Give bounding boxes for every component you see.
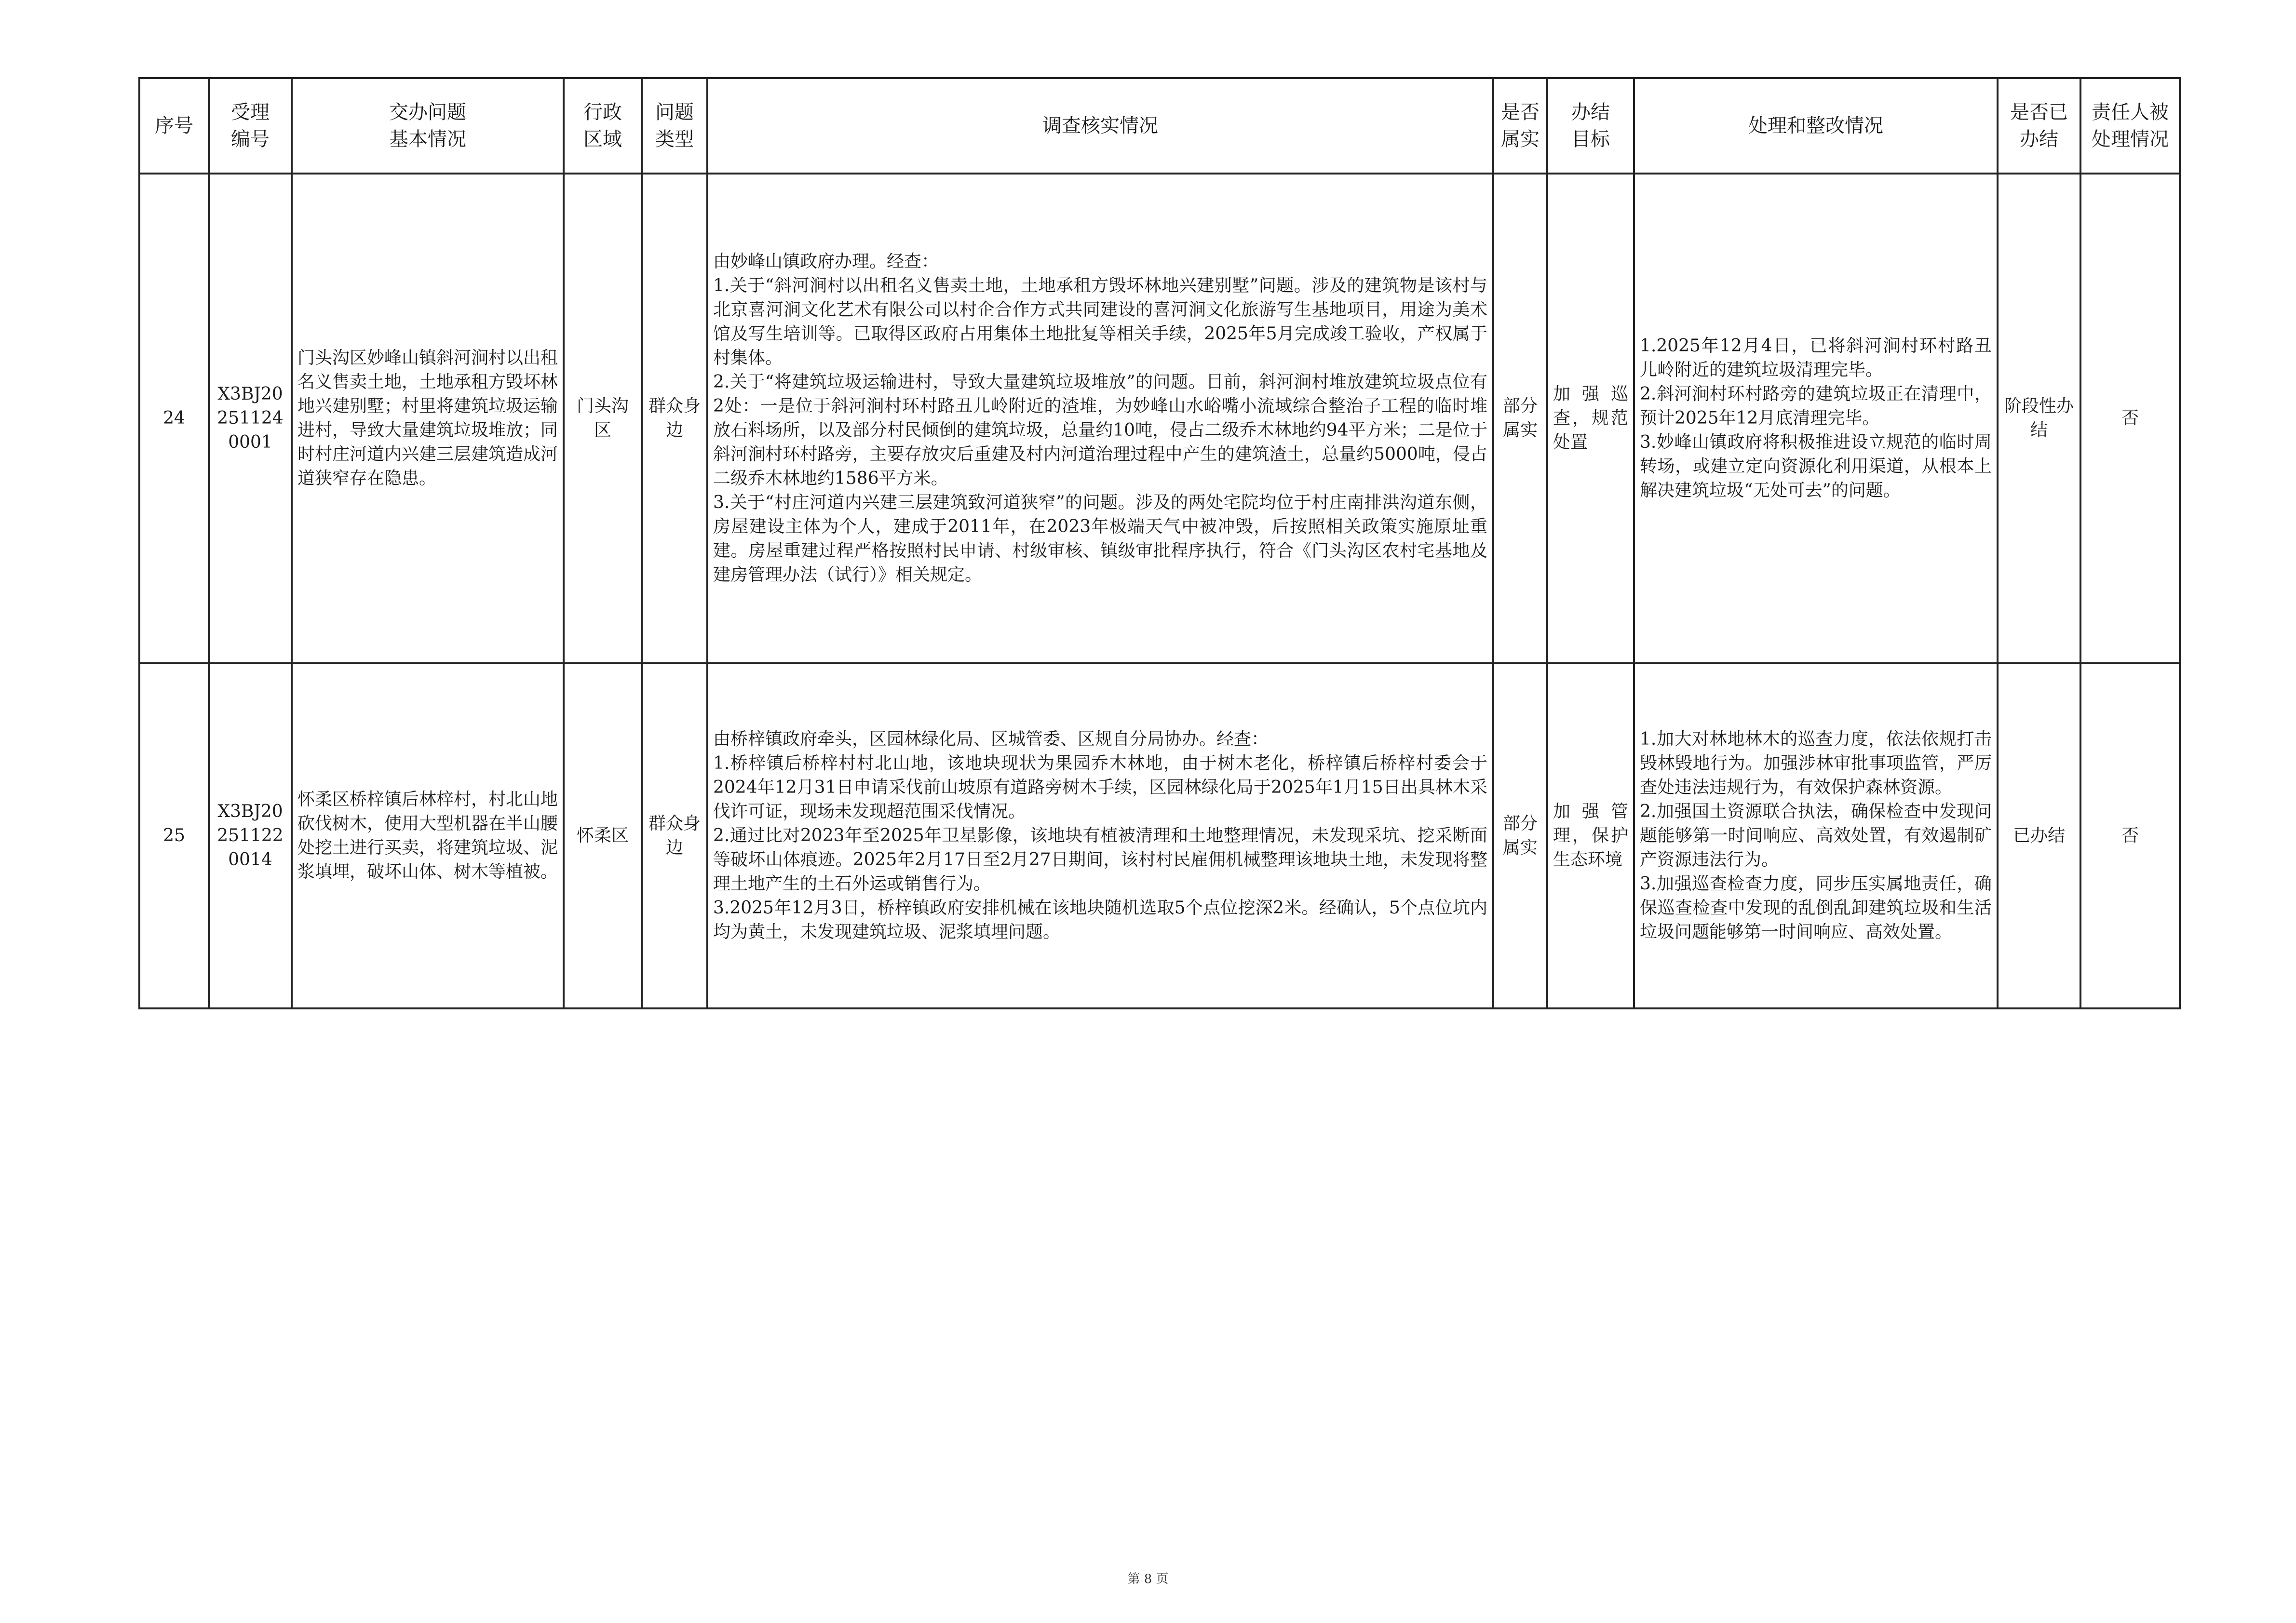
cell-type: 群众身边 [642,174,707,663]
header-code: 受理 编号 [209,78,292,174]
cell-goal: 加强管理，保护生态环境 [1547,663,1634,1008]
supervision-table [138,77,2181,1009]
header-accountability: 责任人被 处理情况 [2080,78,2180,174]
header-handling: 处理和整改情况 [1634,78,1998,174]
cell-completed: 阶段性办结 [1998,174,2080,663]
cell-accountability: 否 [2080,663,2180,1008]
table-row [139,174,2180,663]
table-row [139,663,2180,1008]
cell-issue: 怀柔区桥梓镇后林梓村，村北山地砍伐树木，使用大型机器在半山腰处挖土进行买卖，将建筑垃圾、泥浆填埋，破坏山体、树木等植被。 [292,663,564,1008]
header-investigation: 调查核实情况 [707,78,1493,174]
header-goal: 办结 目标 [1547,78,1634,174]
cell-seq: 24 [139,174,209,663]
header-row [139,78,2180,174]
cell-seq: 25 [139,663,209,1008]
cell-handling: 1.2025年12月4日，已将斜河涧村环村路丑儿岭附近的建筑垃圾清理完毕。 2.斜河涧村环村路旁的建筑垃圾正在清理中，预计2025年12月底清理完毕。 3.妙峰山镇政府将积极推进设立规范的临时周转场，或建立定向资源化利用渠道，从根本上解决建筑垃圾“无处可去”的问题。 [1634,174,1998,663]
cell-completed: 已办结 [1998,663,2080,1008]
cell-verified: 部分属实 [1493,174,1547,663]
cell-investigation: 由妙峰山镇政府办理。经查： 1.关于“斜河涧村以出租名义售卖土地，土地承租方毁坏林地兴建别墅”问题。涉及的建筑物是该村与北京喜河涧文化艺术有限公司以村企合作方式共同建设的喜河涧文化旅游写生基地项目，用途为美术馆及写生培训等。已取得区政府占用集体土地批复等相关手续，2025年5月完成竣工验收，产权属于村集体。 2.关于“将建筑垃圾运输进村，导致大量建筑垃圾堆放”的问题。目前，斜河涧村堆放建筑垃圾点位有2处：一是位于斜河涧村环村路丑儿岭附近的渣堆，为妙峰山水峪嘴小流域综合整治子工程的临时堆放石料场所，以及部分村民倾倒的建筑垃圾，总量约10吨，侵占二级乔木林地约94平方米；二是位于斜河涧村环村路旁，主要存放灾后重建及村内河道治理过程中产生的建筑渣土，总量约5000吨，侵占二级乔木林地约1586平方米。 3.关于“村庄河道内兴建三层建筑致河道狭窄”的问题。涉及的两处宅院均位于村庄南排洪沟道东侧，房屋建设主体为个人，建成于2011年，在2023年极端天气中被冲毁，后按照相关政策实施原址重建。房屋重建过程严格按照村民申请、村级审核、镇级审批程序执行，符合《门头沟区农村宅基地及建房管理办法（试行）》相关规定。 [707,174,1493,663]
header-completed: 是否已 办结 [1998,78,2080,174]
cell-investigation: 由桥梓镇政府牵头，区园林绿化局、区城管委、区规自分局协办。经查： 1.桥梓镇后桥梓村村北山地，该地块现状为果园乔木林地，由于树木老化，桥梓镇后桥梓村委会于2024年12月31日申请采伐前山坡原有道路旁树木手续，区园林绿化局于2025年1月15日出具林木采伐许可证，现场未发现超范围采伐情况。 2.通过比对2023年至2025年卫星影像，该地块有植被清理和土地整理情况，未发现采坑、挖采断面等破坏山体痕迹。2025年2月17日至2月27日期间，该村村民雇佣机械整理该地块土地，未发现将整理土地产生的土石外运或销售行为。 3.2025年12月3日，桥梓镇政府安排机械在该地块随机选取5个点位挖深2米。经确认，5个点位坑内均为黄土，未发现建筑垃圾、泥浆填埋问题。 [707,663,1493,1008]
cell-code: X3BJ20 251124 0001 [209,174,292,663]
header-issue: 交办问题 基本情况 [292,78,564,174]
cell-goal: 加强巡查，规范处置 [1547,174,1634,663]
cell-handling: 1.加大对林地林木的巡查力度，依法依规打击毁林毁地行为。加强涉林审批事项监管，严厉查处违法违规行为，有效保护森林资源。 2.加强国土资源联合执法，确保检查中发现问题能够第一时间响应、高效处置，有效遏制矿产资源违法行为。 3.加强巡查检查力度，同步压实属地责任，确保巡查检查中发现的乱倒乱卸建筑垃圾和生活垃圾问题能够第一时间响应、高效处置。 [1634,663,1998,1008]
cell-verified: 部分属实 [1493,663,1547,1008]
cell-issue: 门头沟区妙峰山镇斜河涧村以出租名义售卖土地，土地承租方毁坏林地兴建别墅；村里将建筑垃圾运输进村，导致大量建筑垃圾堆放；同时村庄河道内兴建三层建筑造成河道狭窄存在隐患。 [292,174,564,663]
cell-region: 门头沟区 [564,174,642,663]
header-type: 问题 类型 [642,78,707,174]
header-verified: 是否 属实 [1493,78,1547,174]
cell-accountability: 否 [2080,174,2180,663]
header-seq: 序号 [139,78,209,174]
cell-code: X3BJ20 251122 0014 [209,663,292,1008]
cell-region: 怀柔区 [564,663,642,1008]
header-region: 行政 区域 [564,78,642,174]
page-number: 第 8 页 [1127,1572,1169,1586]
cell-type: 群众身边 [642,663,707,1008]
